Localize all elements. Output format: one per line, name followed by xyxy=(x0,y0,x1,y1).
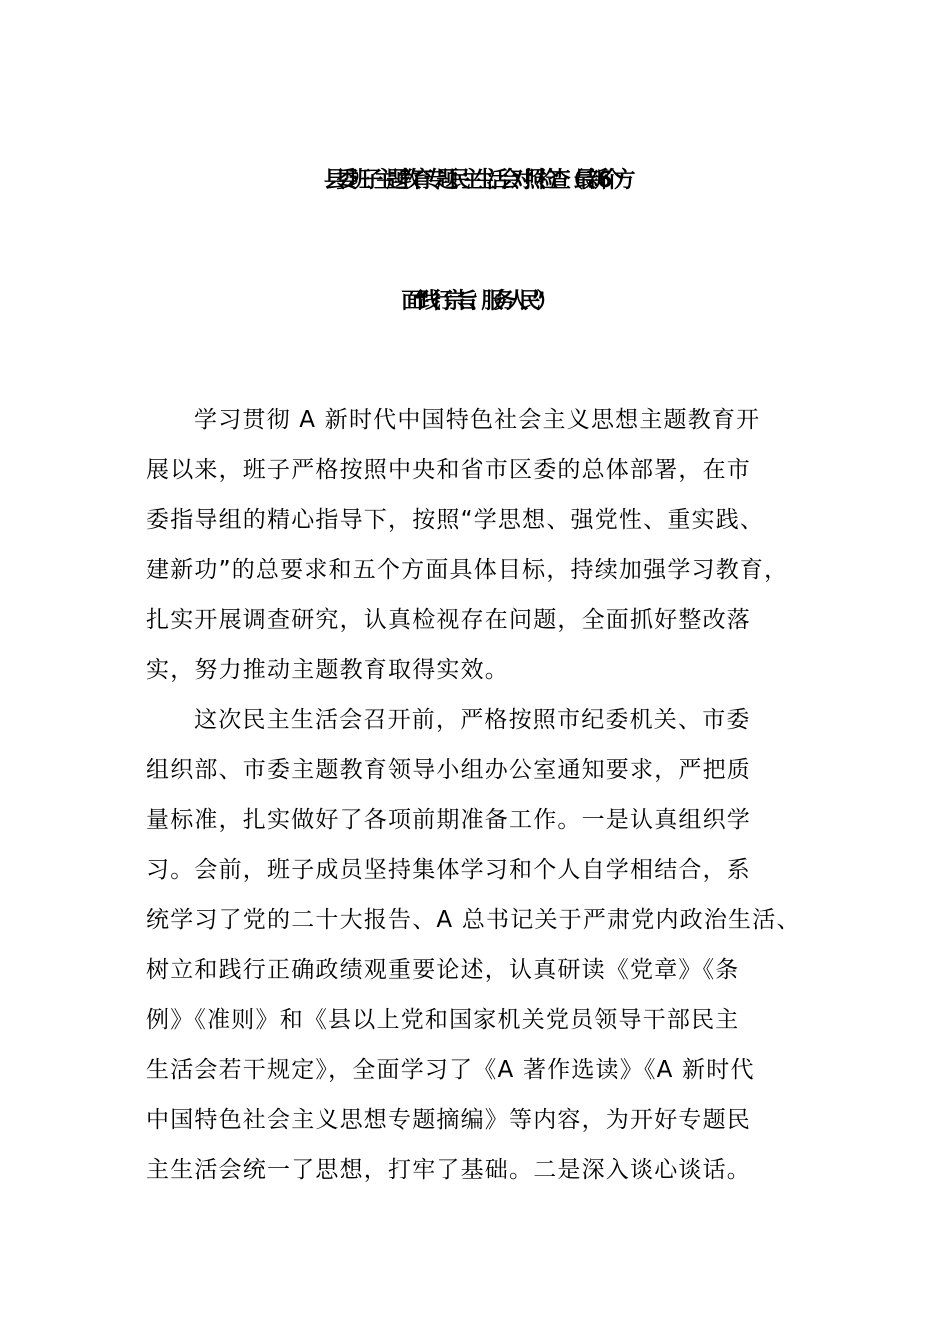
document-title-line-2: 面“践行宗旨、服务人民”） xyxy=(401,289,549,314)
paragraph-2-line-9: 中国特色社会主义思想专题摘编》等内容，为开好专题民 xyxy=(146,1107,751,1133)
paragraph-2-line-10: 主生活会统一了思想，打牢了基础。二是深入谈心谈话。 xyxy=(146,1157,751,1183)
paragraph-2-line-3: 量标准，扎实做好了各项前期准备工作。一是认真组织学 xyxy=(146,807,751,833)
paragraph-2-line-1: 这次民主生活会召开前，严格按照市纪委机关、市委 xyxy=(194,707,751,733)
paragraph-1-line-5: 扎实开展调查研究，认真检视存在问题，全面抓好整改落 xyxy=(146,607,751,633)
document-title-line-1: 县委班子主题教育专题民主生活会对照检查（最新 6 个方 xyxy=(323,168,627,193)
paragraph-2-line-8: 生活会若干规定》，全面学习了《A 著作选读》《A 新时代 xyxy=(146,1057,755,1083)
paragraph-2-line-6: 树立和践行正确政绩观重要论述，认真研读《党章》《条 xyxy=(146,957,740,983)
paragraph-2-line-2: 组织部、市委主题教育领导小组办公室通知要求，严把质 xyxy=(146,757,751,783)
paragraph-1-line-2: 展以来，班子严格按照中央和省市区委的总体部署，在市 xyxy=(146,457,751,483)
paragraph-2-line-5: 统学习了党的二十大报告、A 总书记关于严肃党内政治生活、 xyxy=(146,907,801,933)
paragraph-1-line-6: 实，努力推动主题教育取得实效。 xyxy=(146,657,509,683)
paragraph-1-line-1: 学习贯彻 A 新时代中国特色社会主义思想主题教育开 xyxy=(194,407,761,433)
paragraph-2-line-7: 例》《准则》和《县以上党和国家机关党员领导干部民主 xyxy=(146,1007,740,1033)
paragraph-1-line-4: 建新功”的总要求和五个方面具体目标，持续加强学习教育， xyxy=(146,557,789,583)
paragraph-2-line-4: 习。会前，班子成员坚持集体学习和个人自学相结合，系 xyxy=(146,857,751,883)
paragraph-1-line-3: 委指导组的精心指导下，按照“学思想、强党性、重实践、 xyxy=(146,507,765,533)
